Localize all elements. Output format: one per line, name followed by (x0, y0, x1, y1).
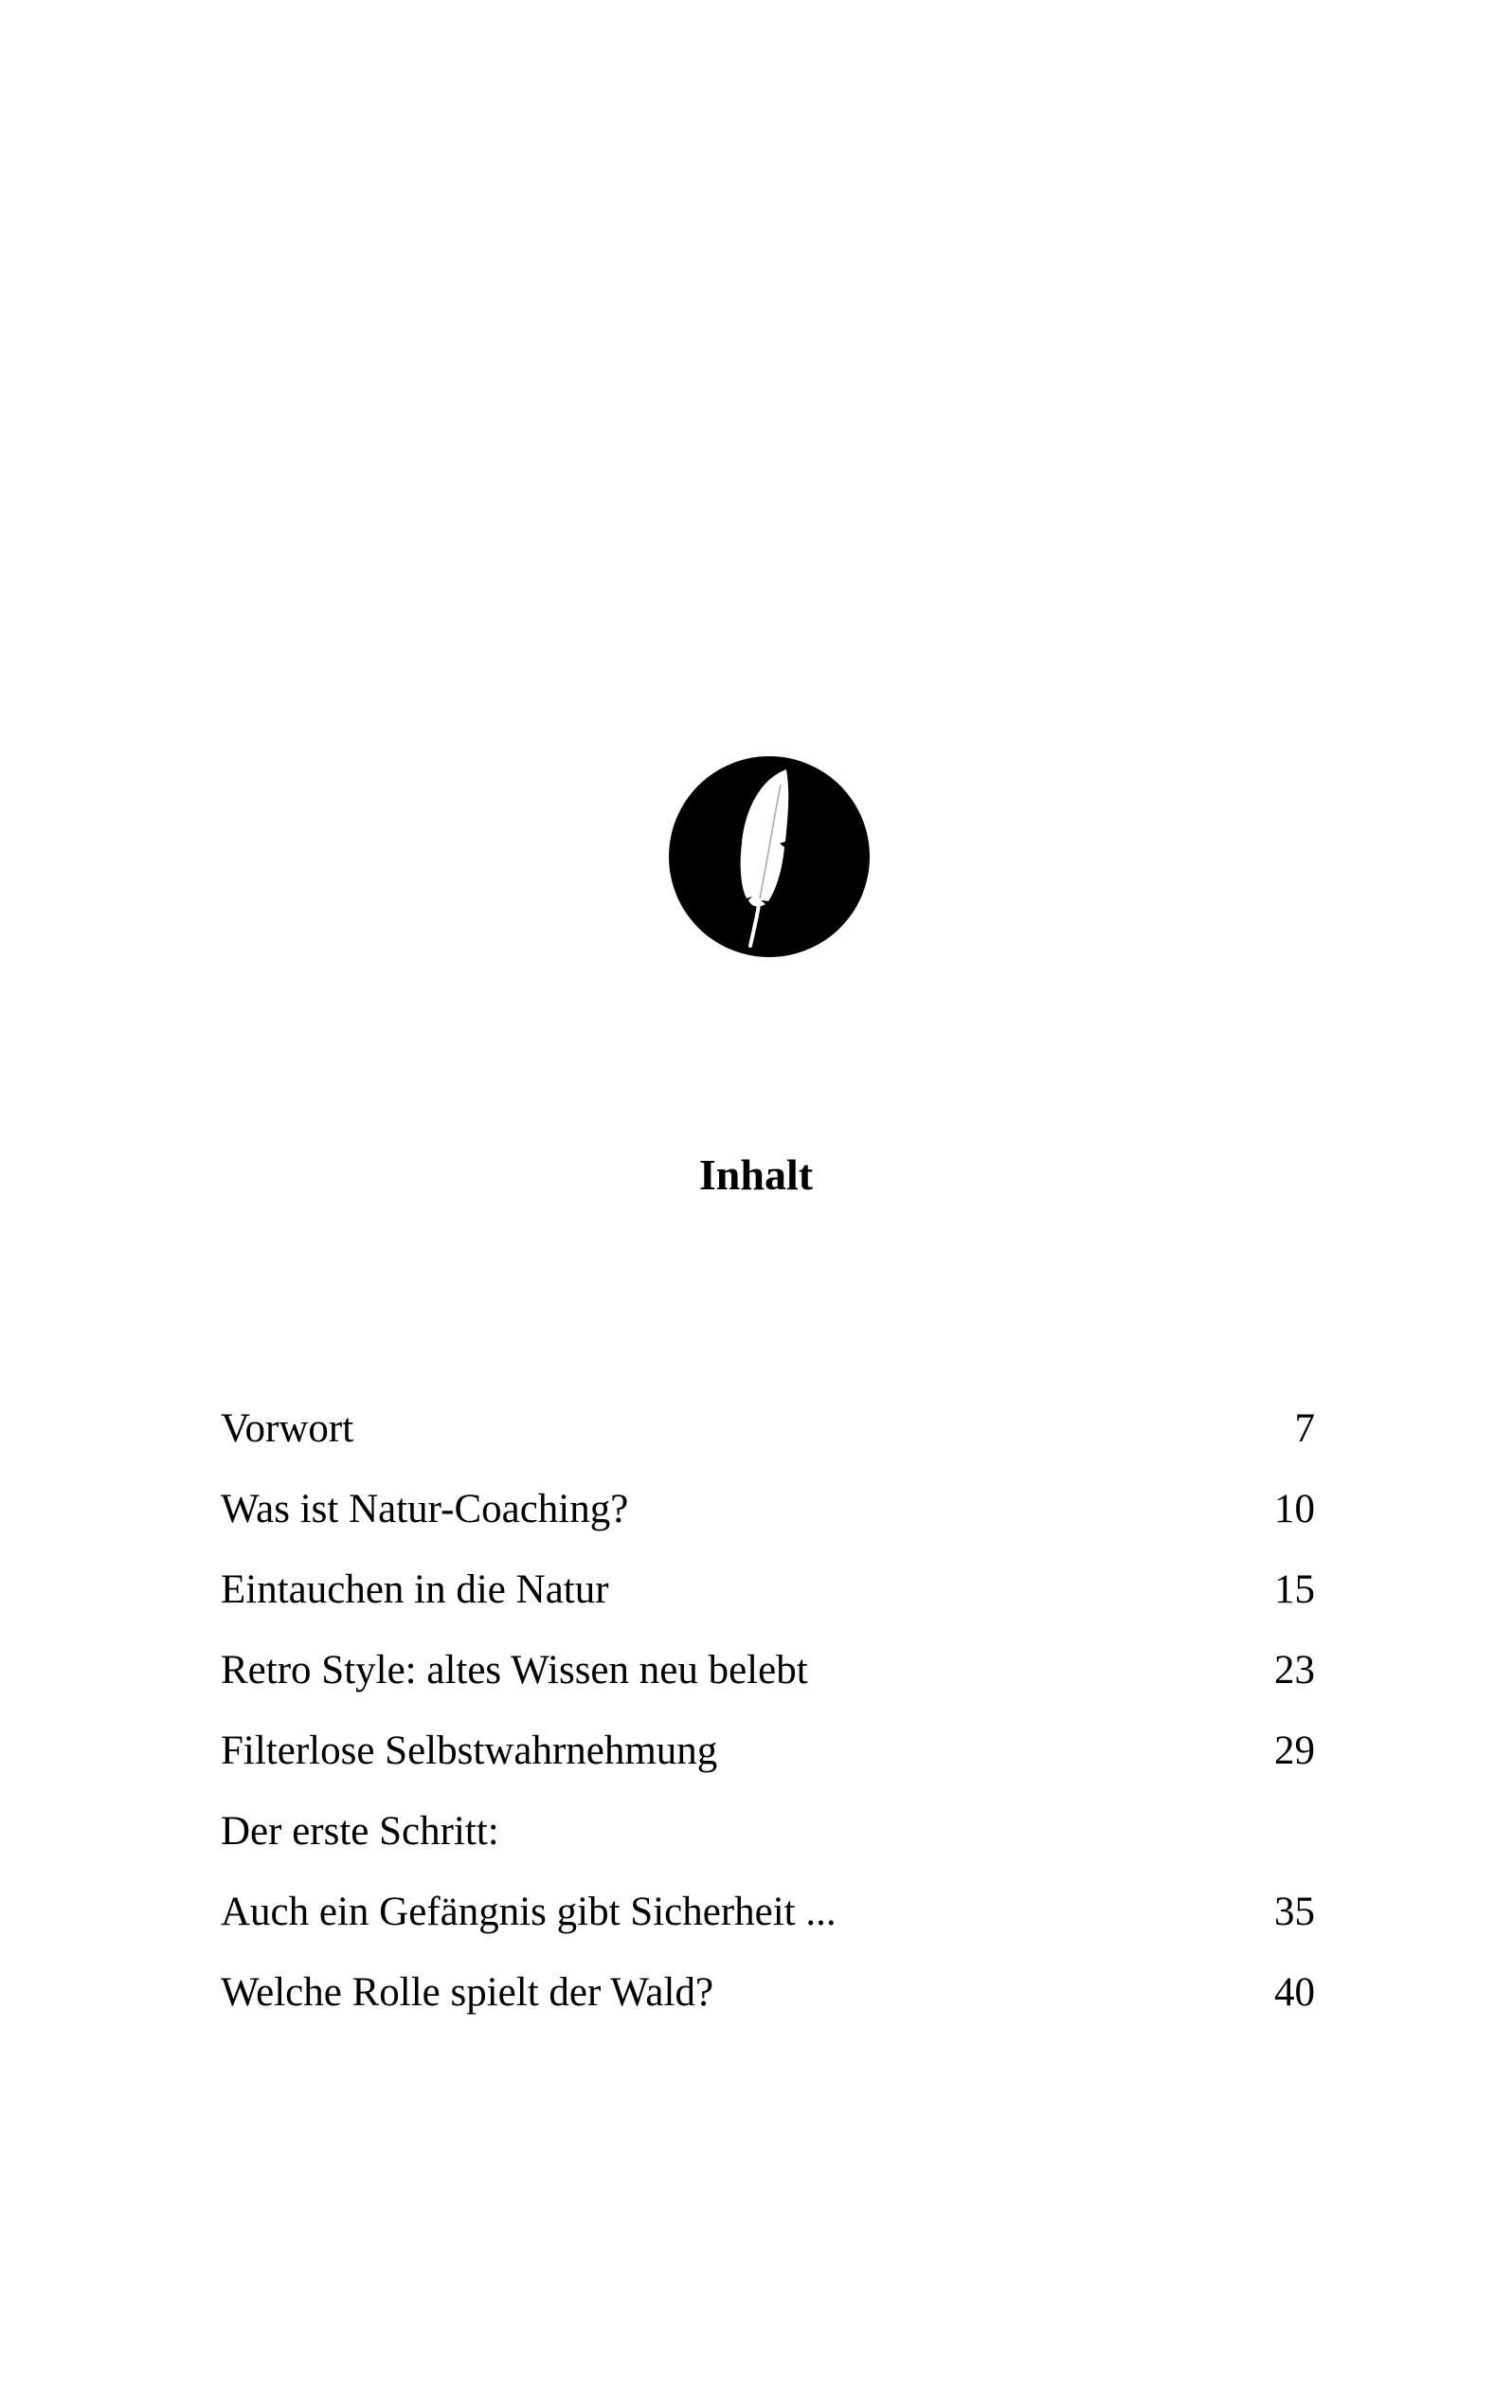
toc-entry-title: Welche Rolle spielt der Wald? (221, 1970, 714, 2015)
toc-entry-page: 40 (1274, 1970, 1315, 2015)
toc-entry-page: 23 (1274, 1648, 1315, 1693)
toc-entry-title: Der erste Schritt: (221, 1809, 499, 1854)
toc-heading: Inhalt (698, 1150, 814, 1199)
toc-entry-title: Retro Style: altes Wissen neu belebt (221, 1648, 808, 1693)
toc-entry-page: 10 (1274, 1487, 1315, 1531)
toc-entry (221, 1642, 1315, 1723)
toc-entry-title: Was ist Natur-Coaching? (221, 1487, 629, 1531)
toc-entry (221, 1481, 1315, 1562)
toc-entry (221, 1884, 1315, 1964)
toc-entry-page: 7 (1294, 1406, 1315, 1451)
toc-entry-page: 35 (1274, 1890, 1315, 1934)
toc-entry-title: Vorwort (221, 1406, 354, 1451)
feather-emblem (669, 756, 870, 957)
toc-entry-page: 29 (1274, 1729, 1315, 1773)
feather-icon (669, 756, 870, 957)
toc-entry (221, 1401, 1315, 1481)
toc-entry-title: Filterlose Selbstwahrnehmung (221, 1729, 718, 1773)
toc-entry (221, 1562, 1315, 1642)
toc-entry (221, 1803, 1315, 1884)
toc-entry (221, 1964, 1315, 2045)
toc-entry (221, 1723, 1315, 1803)
table-of-contents (221, 1401, 1315, 2045)
toc-entry-title: Eintauchen in die Natur (221, 1567, 609, 1612)
toc-entry-title: Auch ein Gefängnis gibt Sicherheit ... (221, 1890, 837, 1934)
toc-entry-page: 15 (1274, 1567, 1315, 1612)
